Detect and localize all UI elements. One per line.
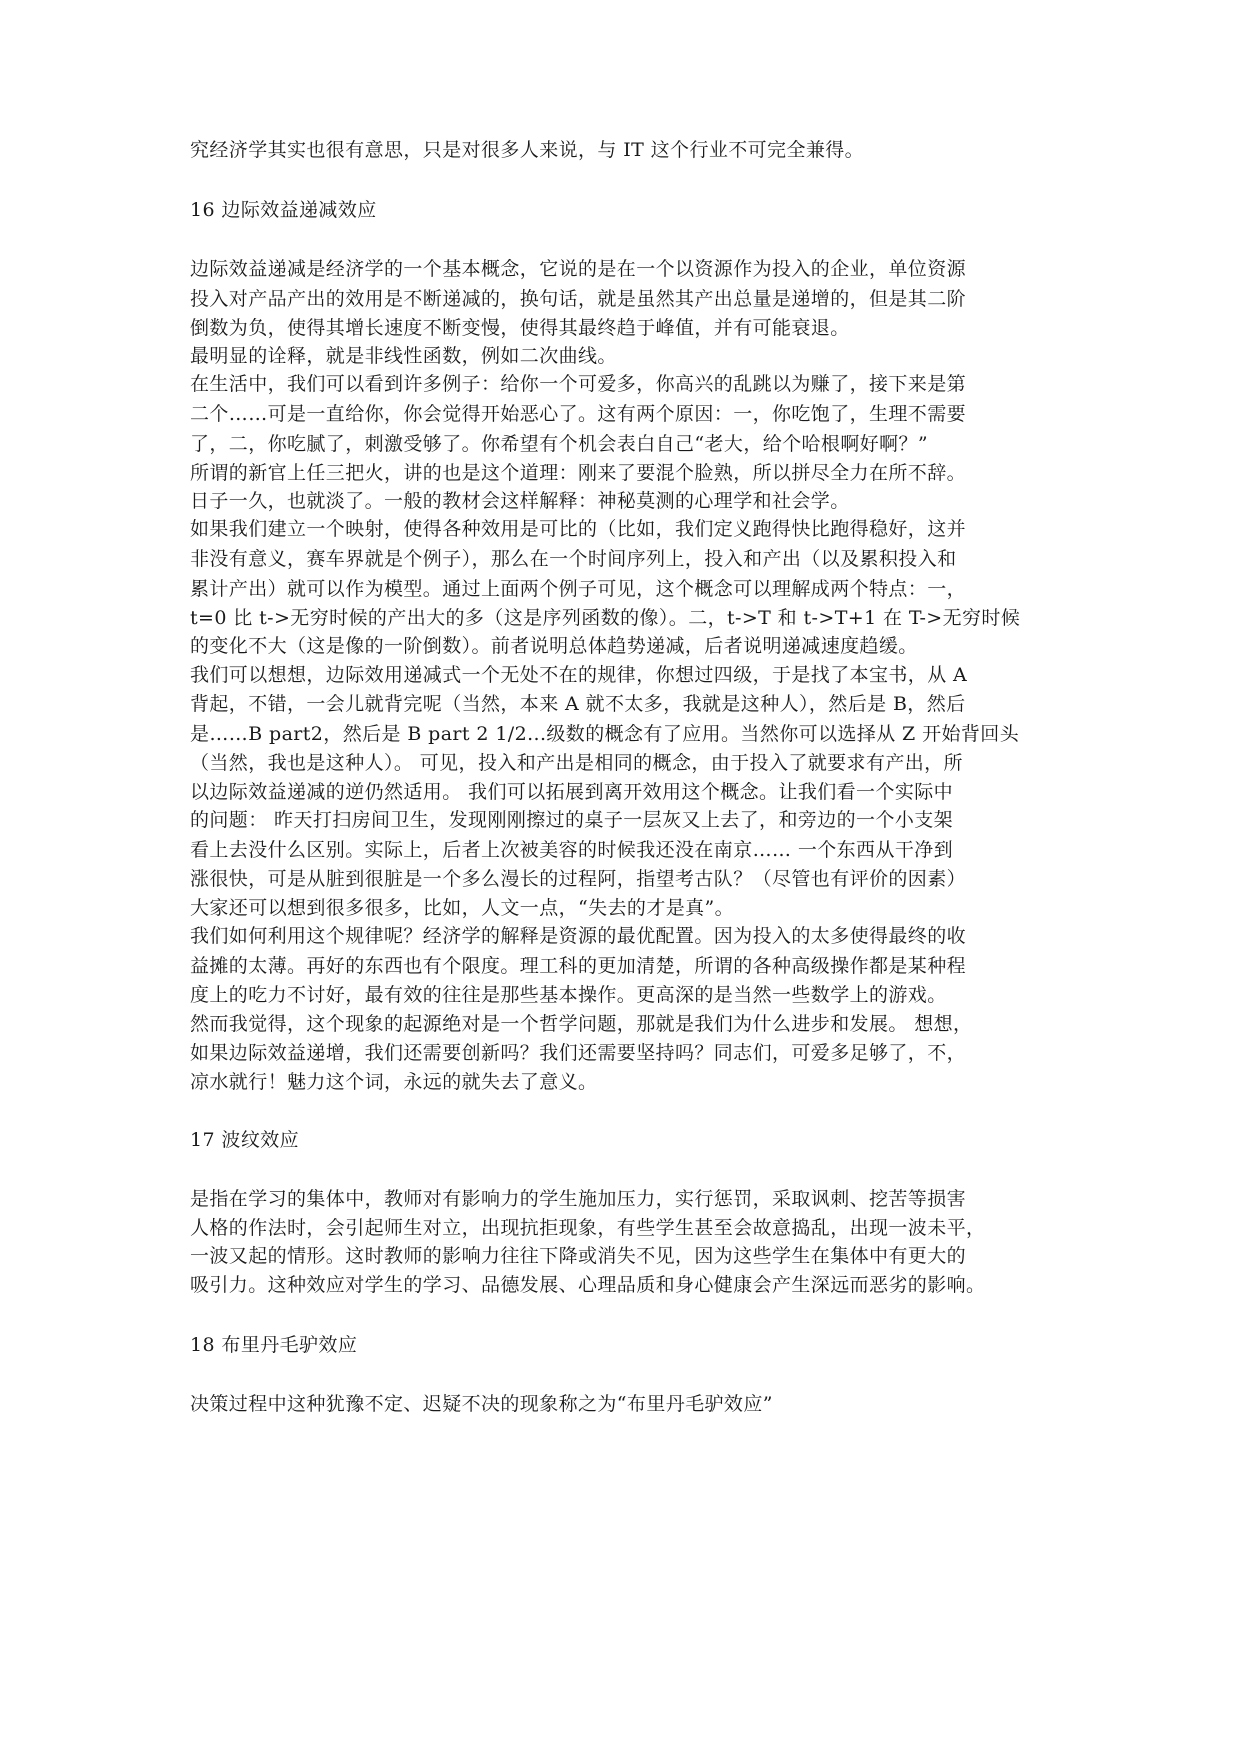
paragraph-line: 涨很快，可是从脏到很脏是一个多么漫长的过程阿，指望考古队？（尽管也有评价的因素）: [190, 868, 967, 890]
section-17-heading: 17 波纹效应: [190, 1129, 300, 1151]
paragraph-line: 累计产出）就可以作为模型。通过上面两个例子可见，这个概念可以理解成两个特点：一，: [190, 578, 967, 600]
paragraph-line: 所谓的新官上任三把火，讲的也是这个道理：刚来了要混个脸熟，所以拼尽全力在所不辞。: [190, 462, 967, 484]
paragraph-line: 看上去没什么区别。实际上，后者上次被美容的时候我还没在南京…… 一个东西从干净到: [190, 839, 954, 861]
paragraph-line: 益摊的太薄。再好的东西也有个限度。理工科的更加清楚，所谓的各种高级操作都是某种程: [190, 955, 967, 977]
paragraph-line: 的变化不大（这是像的一阶倒数）。前者说明总体趋势递减，后者说明递减速度趋缓。: [190, 635, 918, 657]
intro-line: 究经济学其实也很有意思，只是对很多人来说，与 IT 这个行业不可完全兼得。: [190, 139, 865, 161]
paragraph-line: 二个……可是一直给你，你会觉得开始恶心了。这有两个原因：一，你吃饱了，生理不需要: [190, 403, 967, 425]
paragraph-line: 如果边际效益递增，我们还需要创新吗？我们还需要坚持吗？同志们，可爱多足够了，不，: [190, 1042, 967, 1064]
paragraph-line: 了，二，你吃腻了，刺激受够了。你希望有个机会表白自己“老大，给个哈根啊好啊？”: [190, 433, 929, 455]
paragraph-line: （当然，我也是这种人）。 可见，投入和产出是相同的概念，由于投入了就要求有产出，所: [190, 752, 963, 774]
paragraph-line: 最明显的诠释，就是非线性函数，例如二次曲线。: [190, 345, 617, 367]
paragraph-line: t=0 比 t->无穷时候的产出大的多（这是序列函数的像）。二，t->T 和 t->T+1 在 T->无穷时候: [190, 607, 1021, 629]
paragraph-line: 一波又起的情形。这时教师的影响力往往下降或消失不见，因为这些学生在集体中有更大的: [190, 1245, 967, 1267]
paragraph-line: 凉水就行！魅力这个词，永远的就失去了意义。: [190, 1071, 598, 1093]
paragraph-line: 我们如何利用这个规律呢？经济学的解释是资源的最优配置。因为投入的太多使得最终的收: [190, 925, 967, 947]
paragraph-line: 背起，不错，一会儿就背完呢（当然，本来 A 就不太多，我就是这种人），然后是 B，然后: [190, 693, 966, 715]
paragraph-line: 投入对产品产出的效用是不断递减的，换句话，就是虽然其产出总量是递增的，但是其二阶: [190, 288, 967, 310]
paragraph-line: 人格的作法时，会引起师生对立，出现抗拒现象，有些学生甚至会故意捣乱，出现一波未平，: [190, 1217, 986, 1239]
paragraph-line: 在生活中，我们可以看到许多例子：给你一个可爱多，你高兴的乱跳以为赚了，接下来是第: [190, 373, 967, 395]
paragraph-line: 边际效益递减是经济学的一个基本概念，它说的是在一个以资源作为投入的企业，单位资源: [190, 258, 967, 280]
paragraph-line: 以边际效益递减的逆仍然适用。 我们可以拓展到离开效用这个概念。让我们看一个实际中: [190, 781, 954, 803]
paragraph-line: 大家还可以想到很多很多，比如，人文一点，“失去的才是真”。: [190, 897, 735, 919]
section-16-heading: 16 边际效益递减效应: [190, 199, 377, 221]
paragraph-line: 的问题： 昨天打扫房间卫生，发现刚刚擦过的桌子一层灰又上去了，和旁边的一个小支架: [190, 809, 954, 831]
paragraph-line: 如果我们建立一个映射，使得各种效用是可比的（比如，我们定义跑得快比跑得稳好，这并: [190, 518, 967, 540]
paragraph-line: 决策过程中这种犹豫不定、迟疑不决的现象称之为“布里丹毛驴效应”: [190, 1393, 773, 1415]
paragraph-line: 度上的吃力不讨好，最有效的往往是那些基本操作。更高深的是当然一些数学上的游戏。: [190, 984, 947, 1006]
paragraph-line: 然而我觉得，这个现象的起源绝对是一个哲学问题，那就是我们为什么进步和发展。 想想，: [190, 1013, 973, 1035]
paragraph-line: 倒数为负，使得其增长速度不断变慢，使得其最终趋于峰值，并有可能衰退。: [190, 317, 850, 339]
paragraph-line: 我们可以想想，边际效用递减式一个无处不在的规律，你想过四级，于是找了本宝书，从 A: [190, 664, 968, 686]
section-18-heading: 18 布里丹毛驴效应: [190, 1334, 358, 1356]
paragraph-line: 日子一久，也就淡了。一般的教材会这样解释：神秘莫测的心理学和社会学。: [190, 490, 850, 512]
paragraph-line: 是……B part2，然后是 B part 2 1/2...级数的概念有了应用。当然你可以选择从 Z 开始背回头: [190, 723, 1020, 745]
paragraph-line: 非没有意义，赛车界就是个例子），那么在一个时间序列上，投入和产出（以及累积投入和: [190, 548, 957, 570]
paragraph-line: 吸引力。这种效应对学生的学习、品德发展、心理品质和身心健康会产生深远而恶劣的影响。: [190, 1274, 986, 1296]
paragraph-line: 是指在学习的集体中，教师对有影响力的学生施加压力，实行惩罚，采取讽刺、挖苦等损害: [190, 1188, 967, 1210]
